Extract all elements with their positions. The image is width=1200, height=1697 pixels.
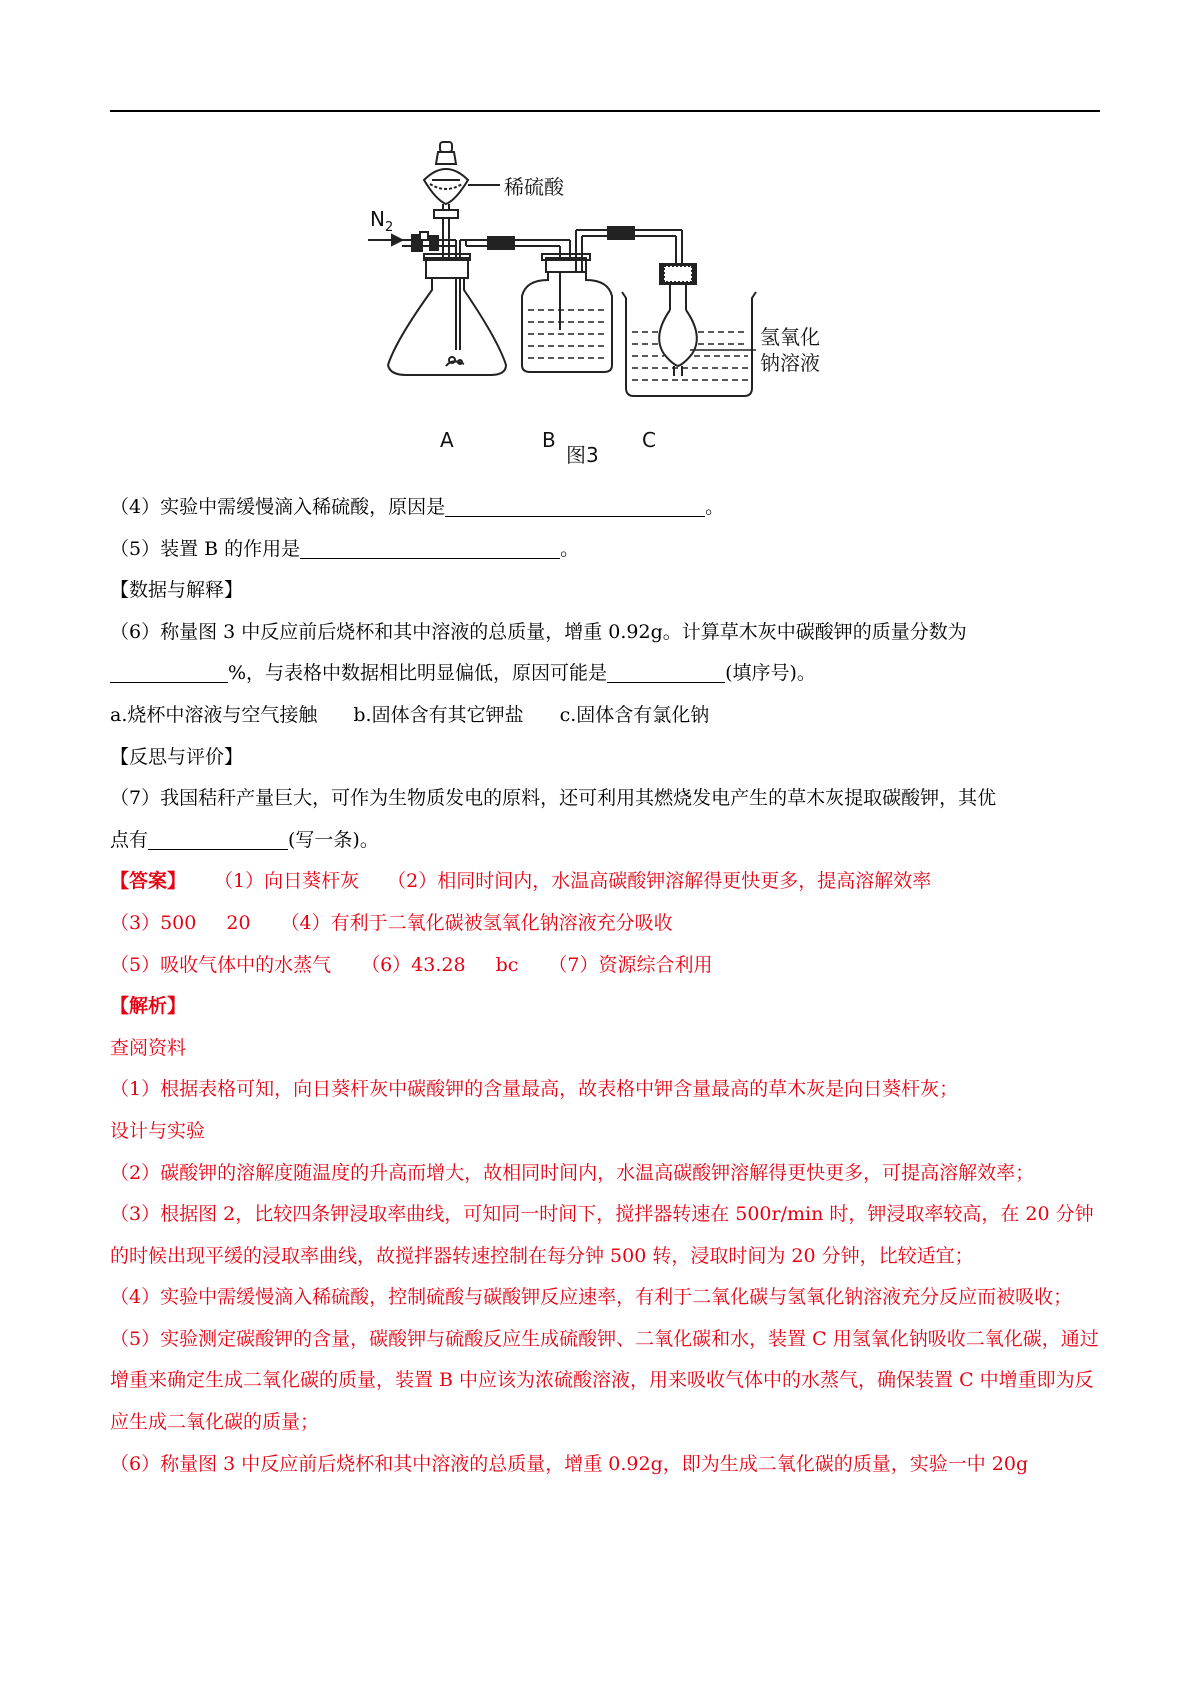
analysis-paragraph-4: （4）实验中需缓慢滴入稀硫酸，控制硫酸与碳酸钾反应速率，有利于二氧化碳与氢氧化钠溶液充分反应而被吸收； <box>110 1286 1073 1309</box>
analysis-paragraph-1: （1）根据表格可知，向日葵杆灰中碳酸钾的含量最高，故表格中钾含量最高的草木灰是向日葵杆灰； <box>110 1078 959 1101</box>
analysis-subheading-1: 查阅资料 <box>110 1036 187 1059</box>
question-7-line2: 点有 (写一条)。 <box>110 828 379 851</box>
answer-blank[interactable] <box>607 660 725 683</box>
naoh-label-line2: 钠溶液 <box>760 351 820 375</box>
option-b: b.固体含有其它钾盐 <box>353 703 524 726</box>
answer-blank[interactable] <box>445 494 705 517</box>
analysis-paragraph-3: （3）根据图 2，比较四条钾浸取率曲线，可知同一时间下，搅拌器转速在 500r/min 时，钾浸取率较高，在 20 分钟的时候出现平缓的浸取率曲线，故搅拌器转速控制在每分钟 500 转，浸取时间为 20 分钟，比较适宜； <box>110 1203 1094 1267</box>
document-body <box>110 487 1100 1485</box>
apparatus-c-label: C <box>642 428 656 452</box>
apparatus-figure <box>360 140 860 490</box>
n2-label: $N_2$ <box>370 207 394 235</box>
naoh-label-line1: 氢氧化 <box>760 325 820 349</box>
answer-line-3: （5）吸收气体中的水蒸气 （6）43.28 bc （7）资源综合利用 <box>110 953 713 976</box>
answer-line-2: （3）500 20 （4）有利于二氧化碳被氢氧化钠溶液充分吸收 <box>110 911 673 934</box>
answer-blank[interactable] <box>300 536 560 559</box>
question-4: （4）实验中需缓慢滴入稀硫酸，原因是 。 <box>110 496 725 518</box>
apparatus-b-label: B <box>542 428 556 452</box>
analysis-paragraph-6: （6）称量图 3 中反应前后烧杯和其中溶液的总质量，增重 0.92g，即为生成二氧化碳的质量，实验一中 20g <box>110 1452 1029 1475</box>
question-5: （5）装置 B 的作用是 。 <box>110 537 580 560</box>
analysis-paragraph-2: （2）碳酸钾的溶解度随温度的升高而增大，故相同时间内，水温高碳酸钾溶解得更快更多，可提高溶解效率； <box>110 1161 1035 1184</box>
option-a: a.烧杯中溶液与空气接触 <box>110 703 318 726</box>
section-heading-data: 【数据与解释】 <box>110 579 244 602</box>
option-c: c.固体含有氯化钠 <box>559 703 710 726</box>
analysis-paragraph-5: （5）实验测定碳酸钾的含量，碳酸钾与硫酸反应生成硫酸钾、二氧化碳和水，装置 C 用氢氧化钠吸收二氧化碳，通过增重来确定生成二氧化碳的质量，装置 B 中应该为浓硫酸溶液，用来吸收气体中的水蒸气，确保装置 C 中增重即为反应生成二氧化碳的质量； <box>110 1327 1099 1434</box>
question-6-line1: （6）称量图 3 中反应前后烧杯和其中溶液的总质量，增重 0.92g。计算草木灰中碳酸钾的质量分数为 <box>110 620 967 643</box>
answer-line-1: 【答案】 （1）向日葵杆灰 （2）相同时间内，水温高碳酸钾溶解得更快更多，提高溶解效率 <box>110 870 932 893</box>
header-rule <box>110 110 1100 112</box>
answer-blank[interactable] <box>110 660 228 683</box>
question-6-options <box>110 695 1100 737</box>
analysis-label: 【解析】 <box>110 995 187 1018</box>
question-7-line1: （7）我国秸秆产量巨大，可作为生物质发电的原料，还可利用其燃烧发电产生的草木灰提取碳酸钾，其优 <box>110 787 997 810</box>
acid-label: 稀硫酸 <box>504 175 564 199</box>
answer-blank[interactable] <box>148 827 288 850</box>
figure-caption: 图3 <box>566 443 599 467</box>
answer-label: 【答案】 <box>110 870 187 893</box>
analysis-subheading-2: 设计与实验 <box>110 1119 206 1142</box>
apparatus-a-label: A <box>440 428 454 452</box>
section-heading-reflect: 【反思与评价】 <box>110 745 244 768</box>
question-6-line2: %，与表格中数据相比明显偏低，原因可能是 (填序号)。 <box>110 653 1100 695</box>
